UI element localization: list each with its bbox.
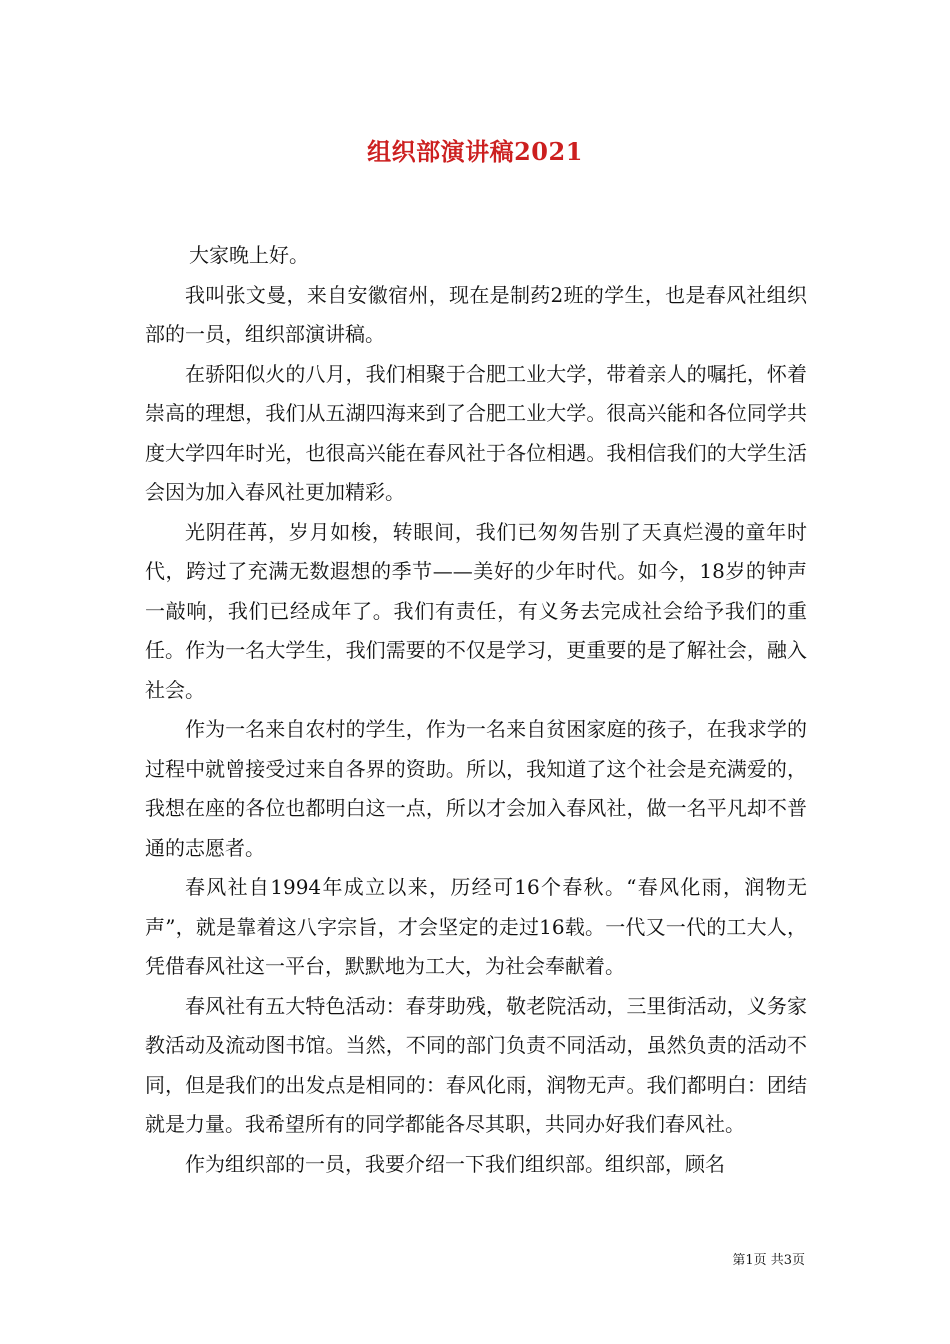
page-number: 第1页 共3页 [732, 1253, 805, 1268]
paragraph-university: 在骄阳似火的八月，我们相聚于合肥工业大学，带着亲人的嘱托，怀着崇高的理想，我们从五湖四海来到了合肥工业大学。很高兴能和各位同学共度大学四年时光，也很高兴能在春风社于各位相遇。我相信我们的大学生活会因为加入春风社更加精彩。 [145, 361, 807, 504]
paragraph-activities: 春风社有五大特色活动：春芽助残，敬老院活动，三里街活动，义务家教活动及流动图书馆。当然，不同的部门负责不同活动，虽然负责的活动不同，但是我们的出发点是相同的：春风化雨，润物无声。我们都明白：团结就是力量。我希望所有的同学都能各尽其职，共同办好我们春风社。 [145, 993, 807, 1136]
paragraph-organization: 作为组织部的一员，我要介绍一下我们组织部。组织部，顾名 [185, 1151, 725, 1176]
document-title: 组织部演讲稿2021 [367, 137, 583, 166]
paragraph-growing-up: 光阴荏苒，岁月如梭，转眼间，我们已匆匆告别了天真烂漫的童年时代，跨过了充满无数遐想的季节——美好的少年时代。如今，18岁的钟声一敲响，我们已经成年了。我们有责任，有义务去完成社会给予我们的重任。作为一名大学生，我们需要的不仅是学习，更重要的是了解社会，融入社会。 [145, 519, 807, 702]
paragraph-introduction: 我叫张文曼，来自安徽宿州，现在是制药2班的学生，也是春风社组织部的一员，组织部演讲稿。 [145, 282, 807, 346]
paragraph-volunteer: 作为一名来自农村的学生，作为一名来自贫困家庭的孩子，在我求学的过程中就曾接受过来自各界的资助。所以，我知道了这个社会是充满爱的，我想在座的各位也都明白这一点，所以才会加入春风社，做一名平凡却不普通的志愿者。 [145, 717, 807, 860]
paragraph-greeting: 大家晚上好。 [189, 243, 309, 267]
document-body [145, 236, 807, 1184]
paragraph-history: 春风社自1994年成立以来，历经可16个春秋。“春风化雨，润物无声”，就是靠着这八字宗旨，才会坚定的走过16载。一代又一代的工大人，凭借春风社这一平台，默默地为工大，为社会奉献着。 [145, 875, 807, 978]
